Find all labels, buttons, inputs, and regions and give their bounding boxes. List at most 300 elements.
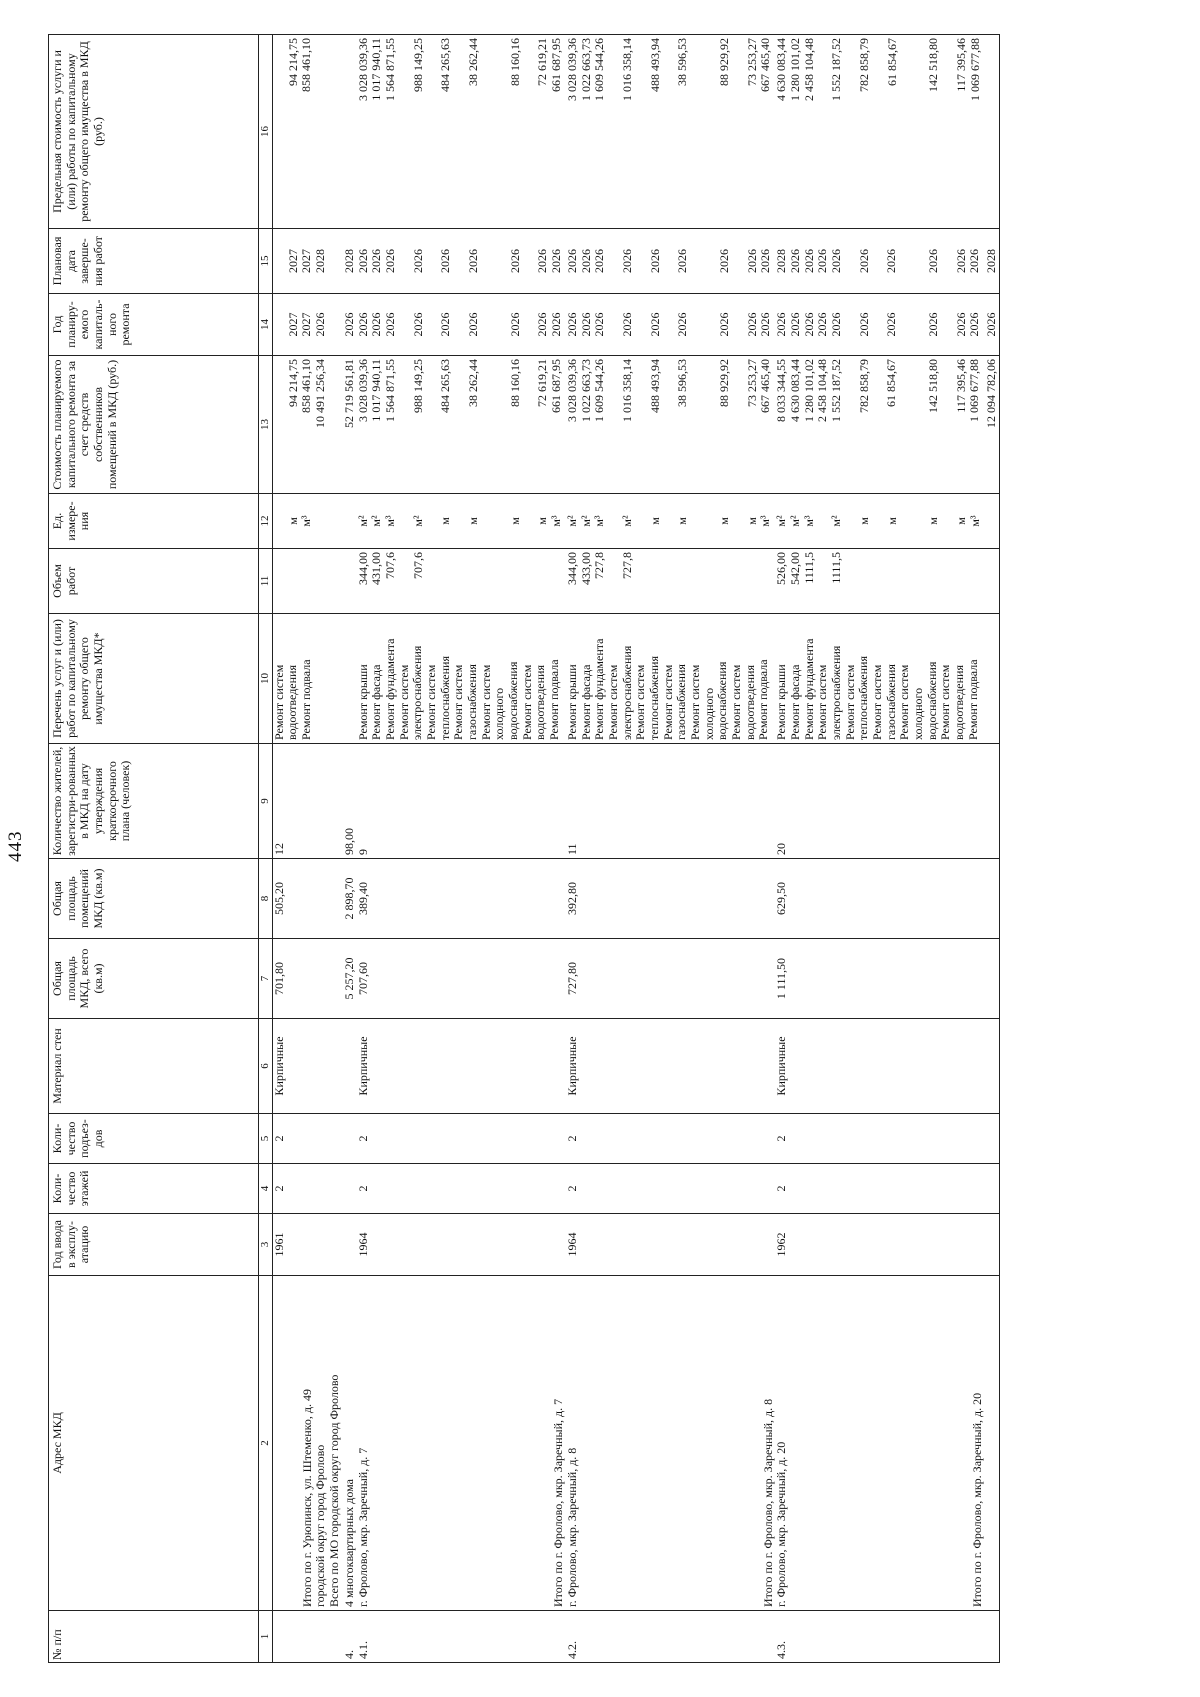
work-volume-line: 1111,5 — [829, 552, 844, 584]
entrances-count — [272, 1114, 343, 1164]
unit-line — [273, 497, 287, 545]
work-list — [985, 614, 1000, 744]
work-volume — [566, 549, 775, 614]
unit-line: м³ — [758, 515, 773, 527]
planned-year-line: 2026 — [410, 312, 425, 337]
entrances-count — [343, 1114, 357, 1164]
end-date-line: 2026 — [535, 249, 550, 273]
total-area — [775, 939, 984, 1019]
max-cost-line: 3 028 039,36 — [564, 38, 579, 101]
work-volume-line — [649, 552, 663, 610]
work-list-line: водоотведения — [285, 665, 300, 740]
address-line — [873, 1279, 887, 1607]
end-date-line: 2028 — [341, 249, 356, 273]
unit-line: м³ — [382, 515, 397, 527]
work-list-line: газоснабжения — [464, 664, 479, 740]
work-list-line: Ремонт систем — [687, 664, 702, 740]
end-date-line — [913, 232, 927, 290]
unit-line: м² — [829, 515, 844, 527]
entrances-count — [985, 1114, 1000, 1164]
work-list-line: Ремонт систем — [815, 664, 830, 740]
planned-year-line: 2026 — [592, 312, 607, 337]
work-list-line — [314, 617, 328, 740]
planned-year-line: 2027 — [285, 312, 300, 337]
planned-cost-line — [941, 359, 955, 490]
planned-year-line: 2026 — [369, 312, 384, 337]
work-volume-line — [844, 552, 858, 610]
planned-year-line — [425, 297, 439, 352]
wall-material-value: Кирпичные — [564, 1036, 579, 1096]
max-cost-line: 1 069 677,88 — [967, 38, 982, 101]
planned-year-line — [273, 297, 287, 352]
work-list-line: Ремонт систем — [519, 664, 534, 740]
wall-material — [775, 1019, 984, 1114]
header-cell: № п/п — [49, 1611, 259, 1663]
column-number: 4 — [259, 1164, 273, 1214]
planned-cost-line: 1 016 358,14 — [619, 359, 634, 422]
address-line — [468, 1279, 482, 1607]
work-list-line: Ремонт систем — [605, 664, 620, 740]
item-number-value: 4.3. — [774, 1641, 789, 1659]
planned-year-line — [941, 297, 955, 352]
column-number: 8 — [259, 859, 273, 939]
planned-cost-line — [913, 359, 927, 490]
total-area-value: 701,80 — [271, 962, 286, 995]
work-list-line: водоснабжения — [924, 661, 939, 740]
work-list-line: водоотведения — [533, 665, 548, 740]
planned-cost-line — [398, 359, 412, 490]
max-cost-line — [732, 38, 746, 225]
address-line — [929, 1279, 943, 1607]
commission-year — [775, 1214, 984, 1276]
end-date-line: 2027 — [285, 249, 300, 273]
unit-line — [913, 497, 927, 545]
planned-cost-line — [453, 359, 467, 490]
address-line — [524, 1279, 538, 1607]
planned-cost-line — [844, 359, 858, 490]
planned-cost — [343, 356, 357, 494]
max-cost — [566, 35, 775, 229]
planned-cost-line: 10 491 256,34 — [312, 359, 327, 428]
address-line — [887, 1279, 901, 1607]
planned-cost-line: 88 160,16 — [507, 359, 522, 407]
work-list-line: водоотведения — [951, 665, 966, 740]
end-date-line — [522, 232, 536, 290]
work-list — [357, 614, 566, 744]
rooms-area-value: 629,50 — [774, 882, 789, 915]
planned-cost-line — [871, 359, 885, 490]
end-date-line: 2026 — [465, 249, 480, 273]
planned-cost — [775, 356, 984, 494]
work-list — [566, 614, 775, 744]
end-date-line: 2026 — [369, 249, 384, 273]
end-date-line: 2026 — [647, 249, 662, 273]
work-list-line: теплоснабжения — [437, 656, 452, 740]
work-volume-line — [551, 552, 565, 610]
max-cost-line — [899, 38, 913, 225]
max-cost-line — [425, 38, 439, 225]
end-date-line — [481, 232, 495, 290]
header-cell: Общая площадь МКД, всего (кв.м) — [49, 939, 259, 1019]
unit-line: м² — [787, 515, 802, 527]
rooms-area — [272, 859, 343, 939]
work-list-line: Ремонт систем — [271, 664, 286, 740]
max-cost — [775, 35, 984, 229]
planned-year — [343, 294, 357, 356]
column-number: 9 — [259, 744, 273, 859]
planned-cost-line: 1 609 544,26 — [592, 359, 607, 422]
work-list-line: Ремонт подвала — [546, 659, 561, 740]
residents-count — [357, 744, 566, 859]
rooms-area-value: 2 898,70 — [341, 877, 356, 920]
end-date-line: 2028 — [774, 249, 789, 273]
unit-line — [635, 497, 649, 545]
table-row — [566, 35, 775, 1663]
planned-year-line: 2026 — [535, 312, 550, 337]
max-cost-line: 142 518,80 — [926, 38, 941, 92]
unit-line: м — [465, 517, 480, 525]
planned-year-line — [328, 297, 342, 352]
planned-year-line — [732, 297, 746, 352]
max-cost-line — [522, 38, 536, 225]
address-line — [859, 1279, 873, 1607]
column-number: 10 — [259, 614, 273, 744]
work-volume-line — [467, 552, 481, 610]
work-volume-line — [635, 552, 649, 610]
total-area — [272, 939, 343, 1019]
address — [272, 1276, 343, 1611]
work-volume-line — [663, 552, 677, 610]
work-list-line — [328, 617, 342, 740]
work-volume-line — [343, 552, 357, 610]
rooms-area — [343, 859, 357, 939]
max-cost-line: 94 214,75 — [285, 38, 300, 86]
end-date-line: 2027 — [299, 249, 314, 273]
work-volume — [985, 549, 1000, 614]
max-cost-line: 1 280 101,02 — [787, 38, 802, 101]
max-cost-line — [398, 38, 412, 225]
work-list-line: Ремонт систем — [633, 664, 648, 740]
end-date-line — [495, 232, 509, 290]
residents-count-value: 9 — [355, 849, 370, 855]
work-list-line: Ремонт систем — [396, 664, 411, 740]
work-volume-line — [439, 552, 453, 610]
planned-year-line: 2026 — [619, 312, 634, 337]
planned-year-line: 2026 — [925, 312, 940, 337]
max-cost-line: 3 028 039,36 — [355, 38, 370, 101]
unit-line: м — [507, 517, 522, 525]
work-list-line: теплоснабжения — [856, 656, 871, 740]
planned-year — [357, 294, 566, 356]
planned-year-line — [913, 297, 927, 352]
unit-line: м² — [355, 515, 370, 527]
max-cost-line: 72 619,21 — [535, 38, 550, 86]
floors-count — [343, 1164, 357, 1214]
item-number-value: 4.1. — [355, 1641, 370, 1659]
address-line — [440, 1279, 454, 1607]
planned-cost-line: 38 262,44 — [465, 359, 480, 407]
end-date-line — [941, 232, 955, 290]
end-date-line: 2026 — [355, 249, 370, 273]
work-volume-line — [985, 552, 999, 610]
planned-cost-line: 2 458 104,48 — [815, 359, 830, 422]
max-cost-line — [453, 38, 467, 225]
header-cell: Общая площадь помещений МКД (кв.м) — [49, 859, 259, 939]
address-line — [915, 1279, 929, 1607]
work-volume-line — [537, 552, 551, 610]
planned-cost-line: 1 022 663,73 — [578, 359, 593, 422]
unit-line: м³ — [967, 515, 982, 527]
work-list-line: холодного — [910, 687, 925, 740]
work-volume-line — [928, 552, 942, 610]
address-line: городской округ город Фролово — [313, 1444, 328, 1607]
planned-cost-line: 1 069 677,88 — [967, 359, 982, 422]
work-volume-line — [315, 552, 329, 610]
work-volume-line: 1111,5 — [801, 552, 816, 584]
column-number: 12 — [259, 494, 273, 549]
planned-cost-line: 1 280 101,02 — [801, 359, 816, 422]
max-cost-line — [872, 38, 886, 225]
end-date-line — [635, 232, 649, 290]
item-number — [985, 1611, 1000, 1663]
address — [343, 1276, 357, 1611]
rooms-area — [357, 859, 566, 939]
unit — [985, 494, 1000, 549]
unit-line: м — [744, 517, 759, 525]
max-cost-line: 661 687,95 — [548, 38, 563, 92]
planned-year — [985, 294, 1000, 356]
address — [566, 1276, 775, 1611]
column-number: 6 — [259, 1019, 273, 1114]
end-date-line — [704, 232, 718, 290]
end-date-line: 2028 — [983, 249, 998, 273]
commission-year-value: 1964 — [355, 1232, 370, 1257]
header-cell: Коли-чество этажей — [49, 1164, 259, 1214]
end-date — [357, 229, 566, 294]
work-volume-line: 707,6 — [410, 552, 425, 579]
unit — [775, 494, 984, 549]
entrances-count-value: 2 — [564, 1135, 579, 1142]
floors-count-value: 2 — [774, 1185, 789, 1192]
max-cost-line — [704, 38, 718, 225]
work-list — [272, 614, 343, 744]
max-cost-line — [328, 38, 342, 225]
end-date — [343, 229, 357, 294]
unit-line — [343, 497, 357, 545]
wall-material-value: Кирпичные — [774, 1036, 789, 1096]
address-line — [957, 1279, 971, 1607]
max-cost-line: 667 465,40 — [758, 38, 773, 92]
work-list-line: газоснабжения — [883, 664, 898, 740]
unit-line: м³ — [801, 515, 816, 527]
floors-count-value: 2 — [271, 1185, 286, 1192]
entrances-count-value: 2 — [355, 1135, 370, 1142]
planned-cost-line: 72 619,21 — [535, 359, 550, 407]
address-line — [706, 1279, 720, 1607]
work-list-line: электроснабжения — [619, 645, 634, 740]
planned-year-line: 2026 — [884, 312, 899, 337]
work-volume-line — [956, 552, 970, 610]
address — [985, 1276, 1000, 1611]
unit-line — [328, 497, 342, 545]
planned-year-line — [607, 297, 621, 352]
planned-cost-line: 61 854,67 — [884, 359, 899, 407]
planned-year-line — [704, 297, 718, 352]
max-cost-line — [816, 38, 830, 225]
unit-line — [690, 497, 704, 545]
table-body — [272, 35, 999, 1663]
work-list-line: электроснабжения — [828, 645, 843, 740]
unit-line — [314, 497, 328, 545]
unit-line — [899, 497, 913, 545]
unit-line — [844, 497, 858, 545]
table-row — [775, 35, 984, 1663]
unit-line: м — [716, 517, 731, 525]
work-list-line: Ремонт фундамента — [382, 638, 397, 740]
planned-year — [566, 294, 775, 356]
work-volume-line: 727,8 — [592, 552, 607, 579]
address-line — [398, 1279, 412, 1607]
planned-cost-line — [522, 359, 536, 490]
planned-cost-line: 117 395,46 — [953, 359, 968, 413]
table-row — [985, 35, 1000, 1663]
unit-line — [522, 497, 536, 545]
end-date-line: 2026 — [744, 249, 759, 273]
residents-count — [343, 744, 357, 859]
end-date-line: 2026 — [856, 249, 871, 273]
header-cell: Стоимость планируемого капитального ремонта за счет средств собственников помещений в МКД (руб.) — [49, 356, 259, 494]
planned-year-line: 2026 — [355, 312, 370, 337]
planned-year-line: 2026 — [564, 312, 579, 337]
end-date-line: 2026 — [884, 249, 899, 273]
work-volume-line — [914, 552, 928, 610]
planned-cost-line: 988 149,25 — [410, 359, 425, 413]
rooms-area — [985, 859, 1000, 939]
rooms-area — [775, 859, 984, 939]
end-date-line: 2026 — [758, 249, 773, 273]
item-number — [272, 1611, 343, 1663]
work-volume-line — [509, 552, 523, 610]
address-line: г. Фролово, мкр. Заречный, д. 20 — [774, 1441, 789, 1607]
end-date — [775, 229, 984, 294]
header-cell: Год ввода в эксплу-атацию — [49, 1214, 259, 1276]
planned-year-line: 2026 — [828, 312, 843, 337]
column-number: 11 — [259, 549, 273, 614]
planned-year-line: 2026 — [465, 312, 480, 337]
commission-year — [985, 1214, 1000, 1276]
work-list-line: Ремонт фасада — [369, 664, 384, 740]
max-cost-line — [635, 38, 649, 225]
table-row — [343, 35, 357, 1663]
unit-line: м — [884, 517, 899, 525]
work-volume-line — [747, 552, 761, 610]
address-line — [287, 1279, 301, 1607]
unit-line — [662, 497, 676, 545]
work-list-line: Ремонт систем — [478, 664, 493, 740]
column-number: 1 — [259, 1611, 273, 1663]
max-cost — [985, 35, 1000, 229]
entrances-count — [775, 1114, 984, 1164]
planned-cost-line: 1 552 187,52 — [828, 359, 843, 422]
planned-cost-line: 142 518,80 — [925, 359, 940, 413]
planned-year-line — [635, 297, 649, 352]
unit-line — [816, 497, 830, 545]
planned-year-line: 2026 — [438, 312, 453, 337]
planned-year-line: 2026 — [856, 312, 871, 337]
max-cost-line — [985, 38, 999, 225]
work-list-line: Ремонт систем — [423, 664, 438, 740]
end-date-line: 2026 — [438, 249, 453, 273]
planned-year-line — [495, 297, 509, 352]
max-cost-line — [314, 38, 328, 225]
max-cost-line: 38 262,44 — [465, 38, 480, 86]
work-volume-line — [425, 552, 439, 610]
item-number — [566, 1611, 775, 1663]
unit-line: м² — [619, 515, 634, 527]
end-date-line — [899, 232, 913, 290]
address-line: Итого по г. Урюпинск, ул. Штеменко, д. 49 — [299, 1389, 314, 1607]
end-date-line — [607, 232, 621, 290]
address-line — [678, 1279, 692, 1607]
planned-cost-line — [273, 359, 287, 490]
residents-count — [272, 744, 343, 859]
work-list-line: Ремонт фасада — [787, 664, 802, 740]
wall-material-value: Кирпичные — [355, 1036, 370, 1096]
planned-cost-line: 94 214,75 — [285, 359, 300, 407]
entrances-count-value: 2 — [271, 1135, 286, 1142]
planned-year-line: 2026 — [675, 312, 690, 337]
unit-line: м — [675, 517, 690, 525]
address — [357, 1276, 566, 1611]
residents-count-value: 11 — [564, 843, 579, 855]
planned-year-line: 2026 — [382, 312, 397, 337]
wall-material-value: Кирпичные — [271, 1036, 286, 1096]
unit-line: м — [953, 517, 968, 525]
address-line — [789, 1279, 803, 1607]
planned-cost-line: 667 465,40 — [758, 359, 773, 413]
work-volume-line — [691, 552, 705, 610]
unit-line — [872, 497, 886, 545]
column-number: 3 — [259, 1214, 273, 1276]
planned-cost-line: 73 253,27 — [744, 359, 759, 407]
address-line: Итого по г. Фролово, мкр. Заречный, д. 20 — [969, 1392, 984, 1607]
planned-year-line — [899, 297, 913, 352]
unit — [272, 494, 343, 549]
work-volume-line — [705, 552, 719, 610]
work-list-line: Ремонт систем — [728, 664, 743, 740]
planned-cost-line — [328, 359, 342, 490]
item-number-value: 4. — [341, 1650, 356, 1659]
commission-year — [566, 1214, 775, 1276]
end-date-line: 2026 — [619, 249, 634, 273]
work-volume — [775, 549, 984, 614]
planned-year-line: 2026 — [647, 312, 662, 337]
max-cost-line: 782 858,79 — [856, 38, 871, 92]
floors-count — [985, 1164, 1000, 1214]
rooms-area — [566, 859, 775, 939]
planned-year-line: 2026 — [787, 312, 802, 337]
max-cost-line — [495, 38, 509, 225]
work-list-line: водоснабжения — [505, 661, 520, 740]
end-date-line: 2026 — [578, 249, 593, 273]
work-volume — [343, 549, 357, 614]
end-date-line: 2026 — [548, 249, 563, 273]
work-volume-line: 707,6 — [382, 552, 397, 579]
work-volume-line: 344,00 — [355, 552, 370, 585]
end-date-line — [398, 232, 412, 290]
max-cost-line: 1 552 187,52 — [829, 38, 844, 101]
max-cost-line — [481, 38, 495, 225]
